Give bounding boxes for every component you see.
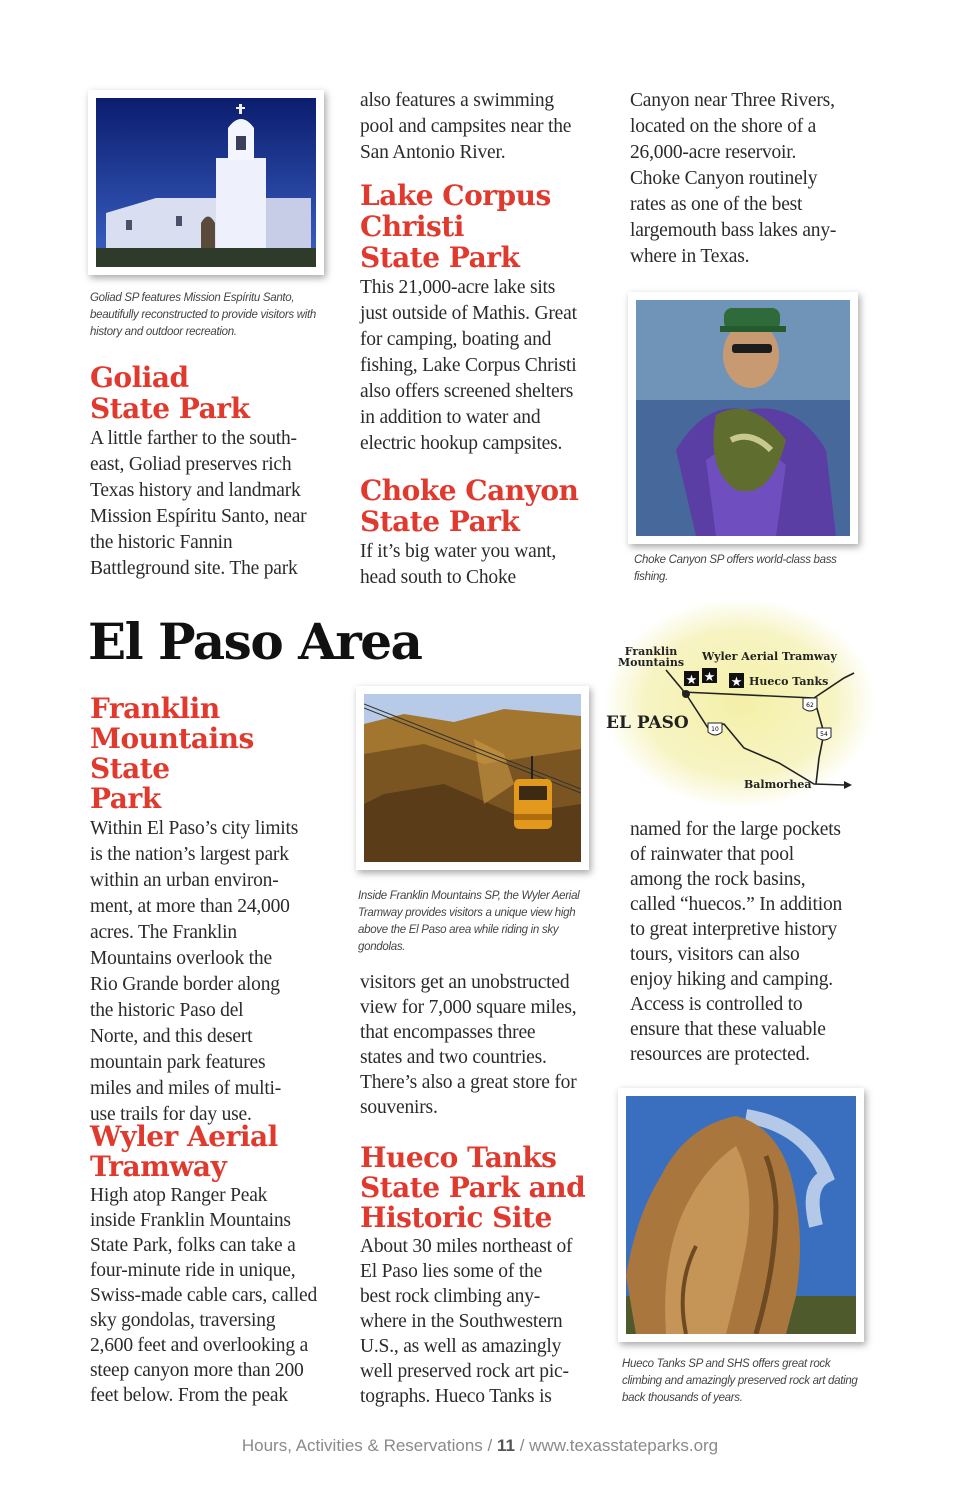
svg-text:54: 54	[820, 731, 828, 738]
franklin-heading: Franklin Mountains State Park	[90, 692, 254, 815]
map-label-balmorhea: Balmorhea	[744, 778, 812, 791]
page-footer	[0, 1436, 960, 1456]
choke-canyon-section	[360, 475, 610, 591]
map-label-hueco: Hueco Tanks	[749, 675, 829, 688]
tram-illustration	[364, 694, 581, 862]
highway-shield-10	[708, 723, 722, 735]
lake-corpus-body: This 21,000-acre lake sits just outside of Mathis. Great for camping, boating and fishing, Lake Corpus Christi also offers screened shelters in addition to water and electric hookup campsites.	[360, 277, 577, 454]
hueco-heading: Hueco Tanks State Park and Historic Site	[360, 1141, 586, 1234]
el-paso-map	[604, 598, 876, 808]
goliad-body: A little farther to the south- east, Goliad preserves rich Texas history and landmark Mission Espíritu Santo, near the historic Fannin Battleground site. The park	[90, 428, 307, 579]
svg-text:★: ★	[685, 673, 698, 688]
lake-corpus-section	[360, 180, 610, 457]
svg-text:10: 10	[711, 726, 719, 733]
footer-url[interactable]: www.texasstateparks.org	[529, 1436, 719, 1455]
highway-shield-62	[803, 698, 817, 711]
section-title: El Paso Area	[88, 612, 422, 671]
svg-text:★: ★	[730, 675, 743, 690]
hueco-continued: named for the large pockets of rainwater that pool among the rock basins, called “huecos.” In addition to great interpretive history tours, visitors can also enjoy hiking and camping. Access is controlled to ensure that these valuable resources are protected.	[630, 819, 843, 1065]
wyler-continued: visitors get an unobstructed view for 7,000 square miles, that encompasses three states and two countries. There’s also a great store for souvenirs.	[360, 972, 577, 1118]
franklin-section	[90, 694, 340, 1128]
wyler-section	[90, 1122, 340, 1408]
map-label-franklin-1: Franklin	[624, 645, 678, 658]
goliad-heading: Goliad State Park	[90, 361, 250, 425]
map-illustration	[604, 598, 876, 808]
tram-photo-caption: Inside Franklin Mountains SP, the Wyler Aerial Tramway provides visitors a unique view high above the El Paso area while riding in sky gondolas.	[358, 890, 580, 953]
franklin-star-icon	[684, 671, 699, 688]
fisherman-illustration	[636, 300, 850, 536]
choke-canyon-photo	[628, 292, 858, 544]
footer-separator: /	[487, 1436, 493, 1455]
hueco-photo	[618, 1088, 864, 1342]
highway-shield-54	[817, 728, 831, 740]
rock-illustration	[626, 1096, 856, 1334]
svg-text:62: 62	[806, 702, 814, 709]
svg-text:★: ★	[703, 670, 716, 685]
hueco-photo-caption: Hueco Tanks SP and SHS offers great rock climbing and amazingly preserved rock art dating back thousands of years.	[622, 1358, 858, 1404]
hueco-star-icon	[729, 673, 744, 690]
choke-canyon-continued: Canyon near Three Rivers, located on the shore of a 26,000-acre reservoir. Choke Canyon routinely rates as one of the best largemouth bass lakes any- where in Texas.	[630, 90, 837, 267]
choke-canyon-body: If it’s big water you want, head south to Choke	[360, 541, 557, 588]
goliad-section	[90, 362, 340, 582]
hueco-body: About 30 miles northeast of El Paso lies some of the best rock climbing any- where in the Southwestern U.S., as well as amazingly well preserved rock art pic- tographs. Hueco Tanks is	[360, 1236, 573, 1407]
page-number: 11	[496, 1436, 515, 1455]
wyler-star-icon	[702, 668, 717, 685]
goliad-continued: also features a swimming pool and campsites near the San Antonio River.	[360, 90, 572, 163]
franklin-body: Within El Paso’s city limits is the nation’s largest park within an urban environ- ment, at more than 24,000 acres. The Franklin Mountains overlook the Rio Grande border along the historic Paso del Norte, and this desert mountain park features miles and miles of multi- use trails for day use.	[90, 818, 299, 1125]
tram-photo	[356, 686, 589, 870]
goliad-photo	[88, 90, 324, 275]
wyler-heading: Wyler Aerial Tramway	[90, 1120, 278, 1183]
map-label-wyler: Wyler Aerial Tramway	[702, 650, 837, 663]
wyler-body: High atop Ranger Peak inside Franklin Mountains State Park, folks can take a four-minute ride in unique, Swiss-made cable cars, called sky gondolas, traversing 2,600 feet and overlooking a steep canyon more than 200 feet below. From the peak	[90, 1185, 318, 1406]
mission-illustration	[96, 98, 316, 267]
choke-canyon-heading: Choke Canyon State Park	[360, 474, 579, 538]
lake-corpus-heading: Lake Corpus Christi State Park	[360, 179, 551, 274]
goliad-photo-caption: Goliad SP features Mission Espíritu Santo, beautifully reconstructed to provide visitors with history and outdoor recreation.	[90, 292, 316, 338]
choke-canyon-photo-caption: Choke Canyon SP offers world-class bass fishing.	[634, 554, 837, 583]
map-label-el-paso: EL PASO	[606, 713, 689, 733]
footer-separator-2: /	[519, 1436, 525, 1455]
map-label-franklin-2: Mountains	[617, 656, 685, 669]
hueco-section	[360, 1143, 610, 1409]
footer-title: Hours, Activities & Reservations	[241, 1436, 483, 1455]
